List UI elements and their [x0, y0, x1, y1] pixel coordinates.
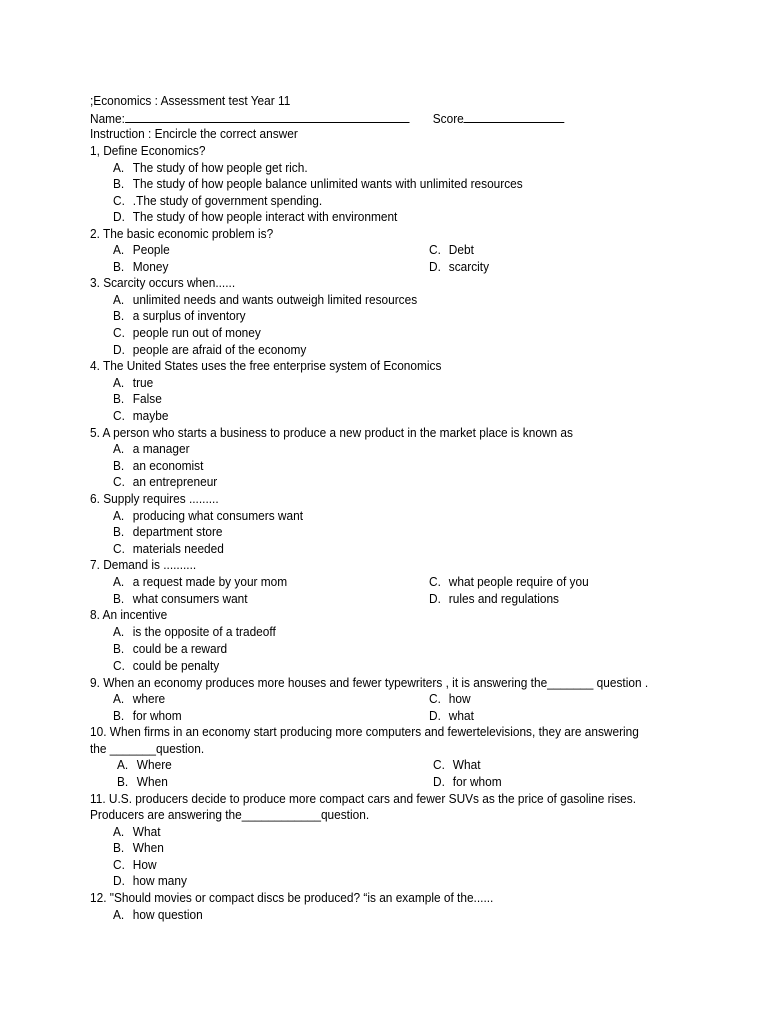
score-blank[interactable] [464, 110, 565, 123]
question-8: 8. An incentive [90, 607, 168, 622]
page-title: ;Economics : Assessment test Year 11 [90, 93, 291, 108]
option-10a[interactable]: A. Where [117, 757, 172, 772]
question-2: 2. The basic economic problem is? [90, 226, 274, 241]
option-3a[interactable]: A. unlimited needs and wants outweigh limited resources [113, 292, 418, 307]
option-2a[interactable]: A. People [113, 242, 170, 257]
option-11b[interactable]: B. When [113, 840, 164, 855]
question-9: 9. When an economy produces more houses and fewer typewriters , it is answering the_______ question . [90, 675, 649, 690]
option-10c[interactable]: C. What [433, 757, 481, 772]
option-9d[interactable]: D. what [429, 708, 474, 723]
question-4: 4. The United States uses the free enterprise system of Economics [90, 358, 442, 373]
option-11c[interactable]: C. How [113, 857, 157, 872]
name-score-line [90, 110, 565, 127]
option-1c[interactable]: C. .The study of government spending. [113, 193, 323, 208]
question-6: 6. Supply requires ......... [90, 491, 219, 506]
option-3d[interactable]: D. people are afraid of the economy [113, 342, 307, 357]
option-1b[interactable]: B. The study of how people balance unlimited wants with unlimited resources [113, 176, 523, 191]
score-label: Score [432, 111, 464, 126]
option-7a[interactable]: A. a request made by your mom [113, 574, 288, 589]
option-7d[interactable]: D. rules and regulations [429, 591, 559, 606]
option-7b[interactable]: B. what consumers want [113, 591, 248, 606]
option-8c[interactable]: C. could be penalty [113, 658, 220, 673]
question-12: 12. "Should movies or compact discs be produced? “is an example of the...... [90, 890, 494, 905]
option-1a[interactable]: A. The study of how people get rich. [113, 160, 308, 175]
option-9a[interactable]: A. where [113, 691, 166, 706]
option-10d[interactable]: D. for whom [433, 774, 502, 789]
option-3b[interactable]: B. a surplus of inventory [113, 308, 246, 323]
question-11-cont: Producers are answering the____________question. [90, 807, 370, 822]
option-4b[interactable]: B. False [113, 391, 162, 406]
option-9c[interactable]: C. how [429, 691, 471, 706]
option-8b[interactable]: B. could be a reward [113, 641, 228, 656]
option-5c[interactable]: C. an entrepreneur [113, 474, 218, 489]
option-2d[interactable]: D. scarcity [429, 259, 490, 274]
option-5b[interactable]: B. an economist [113, 458, 204, 473]
question-5: 5. A person who starts a business to produce a new product in the market place is known as [90, 425, 573, 440]
option-4c[interactable]: C. maybe [113, 408, 169, 423]
option-10b[interactable]: B. When [117, 774, 168, 789]
name-label: Name: [90, 111, 125, 126]
option-6b[interactable]: B. department store [113, 524, 223, 539]
option-11a[interactable]: A. What [113, 824, 161, 839]
question-1: 1, Define Economics? [90, 143, 206, 158]
option-5a[interactable]: A. a manager [113, 441, 190, 456]
option-6a[interactable]: A. producing what consumers want [113, 508, 304, 523]
option-11d[interactable]: D. how many [113, 873, 187, 888]
option-2b[interactable]: B. Money [113, 259, 169, 274]
option-1d[interactable]: D. The study of how people interact with environment [113, 209, 398, 224]
option-9b[interactable]: B. for whom [113, 708, 182, 723]
question-7: 7. Demand is .......... [90, 557, 197, 572]
question-10: 10. When firms in an economy start producing more computers and fewertelevisions, they are answering [90, 724, 639, 739]
option-7c[interactable]: C. what people require of you [429, 574, 589, 589]
option-2c[interactable]: C. Debt [429, 242, 474, 257]
option-12a[interactable]: A. how question [113, 907, 203, 922]
option-3c[interactable]: C. people run out of money [113, 325, 261, 340]
option-6c[interactable]: C. materials needed [113, 541, 224, 556]
question-3: 3. Scarcity occurs when...... [90, 275, 236, 290]
option-4a[interactable]: A. true [113, 375, 154, 390]
name-blank[interactable] [125, 110, 409, 123]
option-8a[interactable]: A. is the opposite of a tradeoff [113, 624, 276, 639]
instruction-text: Instruction : Encircle the correct answer [90, 126, 298, 141]
question-10-cont: the _______question. [90, 741, 205, 756]
question-11: 11. U.S. producers decide to produce more compact cars and fewer SUVs as the price of gasoline rises. [90, 791, 637, 806]
